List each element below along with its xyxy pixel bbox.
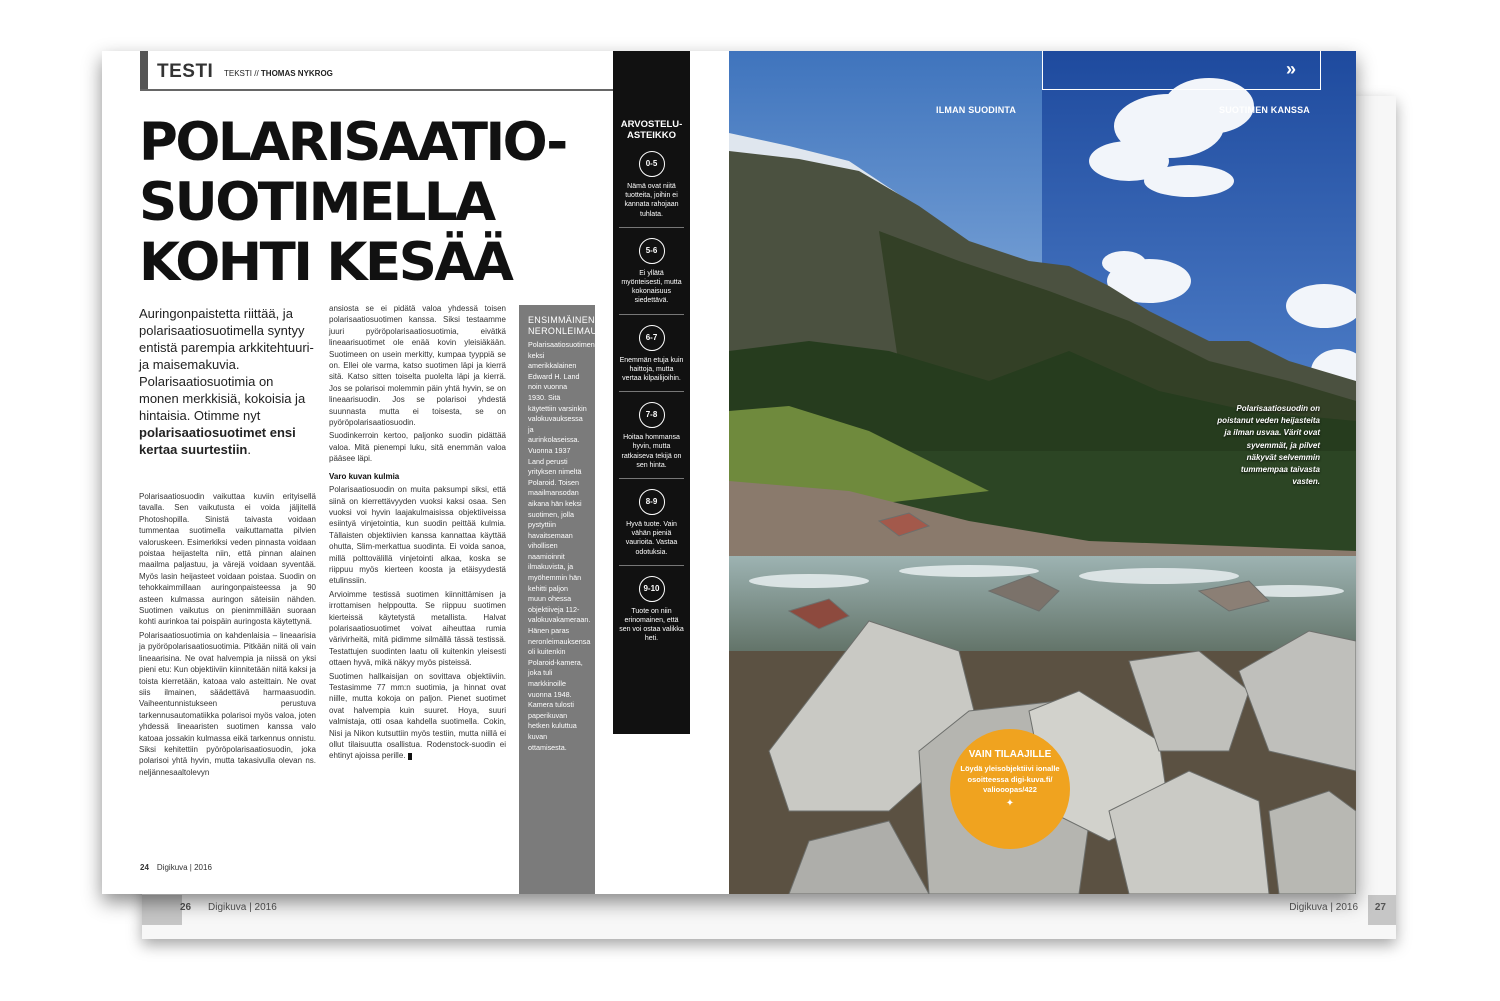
byline <box>224 69 333 78</box>
badge-title: VAIN TILAAJILLE <box>968 749 1052 760</box>
publication-name: Digikuva | 2016 <box>156 863 212 872</box>
body-paragraph-text: Suotimen hallkaisijan on sovittava objektiiviin. Testasimme 77 mm:n suotimia, ja hinnat ovat niille, mutta kokoja on paljon. Pienet suotimet ovat halvempia kuin suuret. Hoya, suuri valmistaja, otti osaa kahdella suotimella. Cokin, Nisi ja Nikon kutsuttiin myös testiin, mutta niillä ei ollut tilaisuutta osallistua. Rodenstock-suodin ei ehtinyt ajoissa perille. <box>329 671 506 761</box>
rating-description: Nämä ovat niitä tuotteita, joihin ei kannata rahojaan tuhlata. <box>624 183 679 218</box>
rating-description: Tuote on niin erinomainen, että sen voi ostaa valikka heti. <box>619 607 684 643</box>
page-number: 24 <box>140 863 149 872</box>
left-page <box>102 51 729 894</box>
magazine-spread <box>102 51 1356 894</box>
right-page <box>729 51 1356 894</box>
chevrons-icon: » <box>1286 59 1293 79</box>
rating-description: Hyvä tuote. Vain vähän pieniä vaurioita. Vastaa odotuksia. <box>625 521 678 556</box>
headline-line: KOHTI KESÄÄ <box>139 232 512 293</box>
badge-description: Löydä yleisobjektiivi ionalle osoitteessa digi-kuva.fi/ valiooopas/422 <box>960 764 1060 794</box>
sidebar-title: ENSIMMÄINEN NERONLEIMAUS <box>528 315 604 336</box>
body-paragraph: Arvioimme testissä suotimen kiinnittämisen ja irrottamisen helppoutta. Se riippuu suotimen kierteissä käytetystä metallista. Halvat polarisaatiosuotimet voivat aiheuttaa rumia värivirheitä, mitä pidimme silmällä tässä testissä. Testattujen suodinten laatu oli kuitenkin yleisesti ottaen hyvä, mikä näkyy myös pisteissä. <box>329 589 506 668</box>
rating-description: Ei yllätä myönteisesti, mutta kokonaisuus siedettävä. <box>621 269 682 305</box>
end-mark-icon <box>408 753 412 760</box>
rating-divider <box>619 565 684 566</box>
rating-score: 5-6 <box>639 238 665 264</box>
rating-description: Enemmän etuja kuin haittoja, mutta vertaa kilpailijoihin. <box>619 356 684 383</box>
body-column-2 <box>329 303 506 764</box>
body-paragraph: Polarisaatiosuotimia on kahdenlaisia – lineaarisia ja pyöröpolarisaatiosuotimia. Pitkään niitä oli vain lineaarisina. Ne ovat halvempia ja niissä on yksi pieni etu: Kun objektiiviin kiinnitetään niitä kaksi ja toista kierretään, katoaa valo asteittain. Ne ovat siis ilmainen, säädettävä harmaasuodin. Vaiheentunnistukseen perustuva tarkennusautomatiikka polarisoi myös valoa, joten yhdessä lineaaristen suotimen kanssa valo katoaa jossakin kulmassa eikä tarkennus onnistu. Siksi kehitettiin pyöröpolarisaatiosuodin, joka polarisoi yhtä hyvin, mutta takasivulla olevan ns. neljännesaaltolevyn <box>139 630 316 777</box>
section-bar <box>140 51 148 89</box>
body-paragraph: Suodinkerroin kertoo, paljonko suodin pidättää valoa. Mitä pienempi luku, sitä enemmän valoa pääsee läpi. <box>329 431 506 464</box>
rating-description: Hoitaa hommansa hyvin, mutta ratkaiseva tekijä on sen hinta. <box>621 434 682 469</box>
rating-item <box>619 238 684 306</box>
header-frame <box>1042 51 1321 90</box>
rating-item <box>619 151 684 219</box>
rating-divider <box>619 391 684 392</box>
intro-paragraph <box>139 305 314 458</box>
rating-item <box>619 325 684 384</box>
rating-title: ARVOSTELU-ASTEIKKO <box>620 119 683 141</box>
cursor-icon: ✦ <box>1005 797 1015 809</box>
body-paragraph: Polarisaatiosuodin on muita paksumpi siksi, että siinä on kierrettävyyden vuoksi kaksi osaa. Sen vuoksi voi hyvin laajakulmaisissa objektiiveissa esiintyä vinjetointia, kun suodin peittää kulmia. Tällaisten objektiivien kanssa kannattaa käyttää ohutta, Slim-merkattua suodinta. Ei voida sanoa, millä polttovälillä vinjetointi alkaa, koska se riippuu myös kierteen koosta ja etäisyydestä etulinssiin. <box>329 485 506 586</box>
label-with-filter: SUOTIMEN KANSSA <box>1219 105 1311 115</box>
rating-score: 9-10 <box>639 576 665 602</box>
headline-line: POLARISAATIO- <box>139 112 566 173</box>
body-column-1 <box>139 491 316 780</box>
body-paragraph: Polarisaatiosuodin vaikuttaa kuviin erityisellä tavalla. Sen vaikutusta ei voida jäljitellä Photoshopilla. Sinistä taivasta voidaan tummentaa suotimella vaikuttamatta pilvien valoruskeen. Esimerkiksi veden pinnasta voidaan poistaa heijastelta niin, että pinnan alainen maailma paljastuu, ja värejä voidaan syventää. Myös lasin heijasteet voidaan poistaa. Suodin on tehokkaimmillaan auringonpaisteessa ja 90 asteen kulmassa auringon säteisiin nähden. Suotimen vaikutus on pienimmillään suoraan kohti aurinkoa tai poispäin auringosta käytettynä. <box>139 492 316 627</box>
back-page-number-left: 26 <box>180 902 192 913</box>
page-footer <box>140 863 212 872</box>
rating-score: 6-7 <box>639 325 665 351</box>
body-paragraph: ansiosta se ei pidätä valoa yhdessä toisen polarisaatiosuotimen kanssa. Siksi testaamme juuri pyöröpolarisaatiosuotimia, eivätkä lineaarisuotimet ole enää kovin yleisiäkään. Suotimeen on usein merkitty, kumpaa tyyppiä se on. Ellei ole varma, katso suotimen läpi ja kierrä sitä. Katso sitten toiselta puolelta läpi ja kierrä. Jos se polarisoi molemmin päin yhtä hyvin, se on lineaarisuodin. Jos se polarisoi yhdestä suunnasta mutta ei toisesta, se on pyöröpolarisaatiosuodin. <box>329 304 506 428</box>
rating-divider <box>619 227 684 228</box>
rating-item <box>619 489 684 557</box>
subheading: Varo kuvan kulmia <box>329 471 400 481</box>
byline-prefix: TEKSTI // <box>224 69 259 78</box>
headline <box>139 113 609 293</box>
rating-scale <box>613 51 690 734</box>
rating-divider <box>619 314 684 315</box>
rating-divider <box>619 478 684 479</box>
back-footer-tab-left <box>142 895 182 925</box>
sidebar-body: Polarisaatiosuotimen keksi amerikkalainen Edward H. Land noin vuonna 1930. Sitä käytettiin varsinkin valokuvauksessa ja aurinkolaseissa. Vuonna 1937 Land perusti yrityksen nimeltä Polaroid. Toisen maailmansodan aikana hän keksi suotimen, jolla pystyttiin havaitsemaan vihollisen naamioinnit ilmakuvista, ja myöhemmin hän kehitti paljon muun ohessa objektiiveja 112-valokuvakameraan. Hänen paras neronleimauksensa oli kuitenkin Polaroid-kamera, joka tuli markkinoille vuonna 1948. Kamera tulosti paperikuvan hetken kuluttua kuvan ottamisesta. <box>528 340 595 752</box>
back-page-number-right: 27 <box>1374 902 1386 913</box>
rating-score: 0-5 <box>639 151 665 177</box>
back-publication-right: Digikuva | 2016 <box>1289 902 1358 913</box>
headline-line: SUOTIMELLA <box>139 172 494 233</box>
rating-item <box>619 576 684 644</box>
back-footer <box>142 895 1396 919</box>
intro-end: . <box>247 442 251 457</box>
sidebar-box <box>519 305 604 894</box>
rating-item <box>619 402 684 470</box>
rating-score: 8-9 <box>639 489 665 515</box>
section-tag: TESTI <box>157 61 214 82</box>
body-paragraph <box>329 671 506 762</box>
subscriber-badge[interactable] <box>950 729 1070 849</box>
rating-score: 7-8 <box>639 402 665 428</box>
label-without-filter: ILMAN SUODINTA <box>936 105 1017 115</box>
intro-text: Auringonpaistetta riittää, ja polarisaatiosuotimella syntyy entistä parempia arkkitehtuuri- ja maisemakuvia. Polarisaatiosuotimia on monen merkkisiä, kokoisia ja hintaisia. Otimme nyt <box>139 306 314 423</box>
header-rule <box>140 89 650 91</box>
back-publication-left: Digikuva | 2016 <box>208 902 277 913</box>
intro-emphasis: polarisaatiosuotimet ensi kertaa suurtestiin <box>139 425 296 457</box>
byline-author: THOMAS NYKROG <box>260 69 333 78</box>
photo-caption: Polarisaatiosuodin on poistanut veden heijasteita ja ilman usvaa. Värit ovat syvemmät, ja pilvet näkyvät selvemmin tummempaa taivasta vasten. <box>1217 404 1320 487</box>
